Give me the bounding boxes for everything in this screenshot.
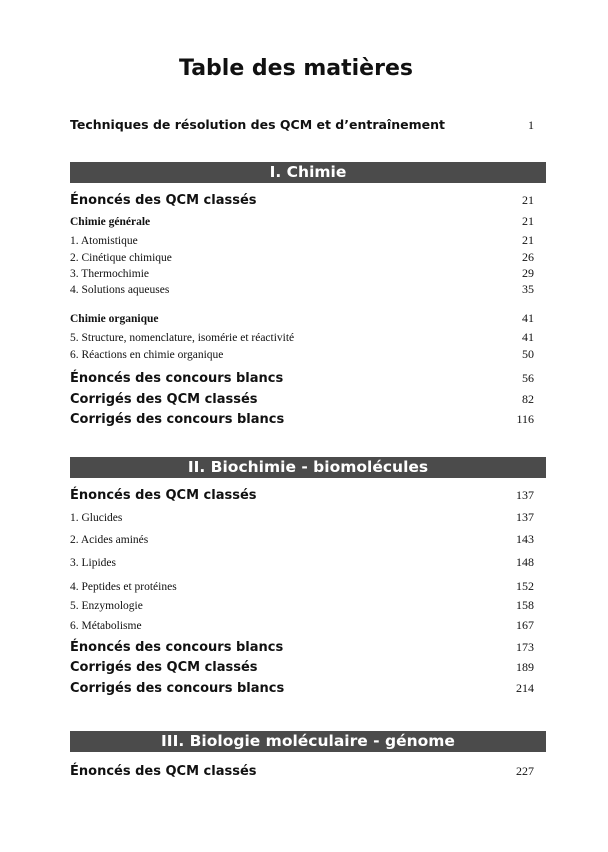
toc-entry[interactable] — [70, 250, 534, 265]
toc-entry-label: Énoncés des QCM classés — [70, 193, 257, 208]
toc-entry[interactable] — [70, 371, 534, 386]
toc-entry-label: 4. Solutions aqueuses — [70, 284, 170, 296]
toc-entry-label: 6. Réactions en chimie organique — [70, 349, 224, 361]
toc-entry-label: 3. Lipides — [70, 557, 116, 569]
toc-entry-label: 2. Acides aminés — [70, 534, 149, 546]
toc-entry-label: 5. Structure, nomenclature, isomérie et réactivité — [70, 332, 295, 344]
toc-entry[interactable] — [70, 510, 534, 525]
toc-entry[interactable] — [70, 618, 534, 633]
toc-entry-page: 152 — [516, 579, 534, 593]
toc-entry-label: Techniques de résolution des QCM et d’entraînement — [70, 117, 445, 132]
toc-entry[interactable] — [70, 660, 534, 675]
toc-entry-label: Énoncés des QCM classés — [70, 764, 257, 779]
toc-entry-label: Corrigés des QCM classés — [70, 660, 258, 675]
toc-entry-page: 29 — [522, 266, 534, 280]
toc-entry[interactable] — [70, 532, 534, 547]
toc-entry[interactable] — [70, 764, 534, 779]
toc-entry-page: 227 — [516, 764, 534, 778]
toc-entry-page: 173 — [516, 640, 534, 654]
toc-entry[interactable] — [70, 330, 534, 345]
toc-entry[interactable] — [70, 193, 534, 208]
toc-entry-page: 35 — [522, 282, 534, 296]
toc-entry-page: 167 — [516, 618, 534, 632]
toc-entry-label: 1. Atomistique — [70, 235, 138, 247]
toc-entry[interactable] — [70, 640, 534, 655]
toc-entry-label: Corrigés des QCM classés — [70, 392, 258, 407]
toc-entry-page: 50 — [522, 347, 534, 361]
section-heading-biochimie: II. Biochimie - biomolécules — [70, 457, 546, 478]
toc-entry[interactable] — [70, 488, 534, 503]
toc-entry-page: 189 — [516, 660, 534, 674]
toc-entry-page: 26 — [522, 250, 534, 264]
toc-entry-page: 158 — [516, 598, 534, 612]
toc-entry[interactable] — [70, 266, 534, 281]
toc-entry-page: 116 — [516, 412, 534, 426]
toc-entry-label: Chimie générale — [70, 216, 151, 228]
toc-entry-page: 137 — [516, 510, 534, 524]
toc-entry[interactable] — [70, 598, 534, 613]
toc-entry-page: 21 — [522, 193, 534, 207]
toc-entry-label: 6. Métabolisme — [70, 620, 142, 632]
toc-entry[interactable] — [70, 347, 534, 362]
toc-entry-label: Énoncés des concours blancs — [70, 371, 284, 386]
toc-entry-intro[interactable] — [70, 117, 534, 133]
toc-entry-page: 21 — [522, 233, 534, 247]
toc-entry[interactable] — [70, 555, 534, 570]
toc-entry[interactable] — [70, 579, 534, 594]
toc-entry-page: 82 — [522, 392, 534, 406]
toc-entry-label: 1. Glucides — [70, 512, 123, 524]
section-heading-chimie: I. Chimie — [70, 162, 546, 183]
toc-entry[interactable] — [70, 412, 534, 427]
toc-entry-label: Chimie organique — [70, 313, 159, 325]
toc-entry-page: 21 — [522, 214, 534, 228]
toc-subheading[interactable] — [70, 311, 534, 326]
toc-entry-label: 2. Cinétique chimique — [70, 252, 172, 264]
toc-entry-page: 214 — [516, 681, 534, 695]
toc-entry-label: Énoncés des concours blancs — [70, 640, 284, 655]
toc-entry-label: 5. Enzymologie — [70, 600, 143, 612]
toc-entry[interactable] — [70, 681, 534, 696]
section-heading-biologie-moleculaire: III. Biologie moléculaire - génome — [70, 731, 546, 752]
toc-entry-page: 41 — [522, 330, 534, 344]
toc-entry-page: 137 — [516, 488, 534, 502]
toc-entry-label: Corrigés des concours blancs — [70, 681, 285, 696]
toc-entry-page: 56 — [522, 371, 534, 385]
toc-entry-label: Corrigés des concours blancs — [70, 412, 285, 427]
toc-entry-label: 4. Peptides et protéines — [70, 581, 177, 593]
toc-entry[interactable] — [70, 392, 534, 407]
toc-entry-page: 1 — [528, 118, 534, 132]
toc-entry[interactable] — [70, 233, 534, 248]
toc-entry-page: 143 — [516, 532, 534, 546]
toc-entry[interactable] — [70, 282, 534, 297]
toc-entry-page: 148 — [516, 555, 534, 569]
toc-entry-label: 3. Thermochimie — [70, 268, 149, 280]
page-title: Table des matières — [179, 56, 413, 81]
toc-entry-page: 41 — [522, 311, 534, 325]
toc-entry-label: Énoncés des QCM classés — [70, 488, 257, 503]
toc-subheading[interactable] — [70, 214, 534, 229]
